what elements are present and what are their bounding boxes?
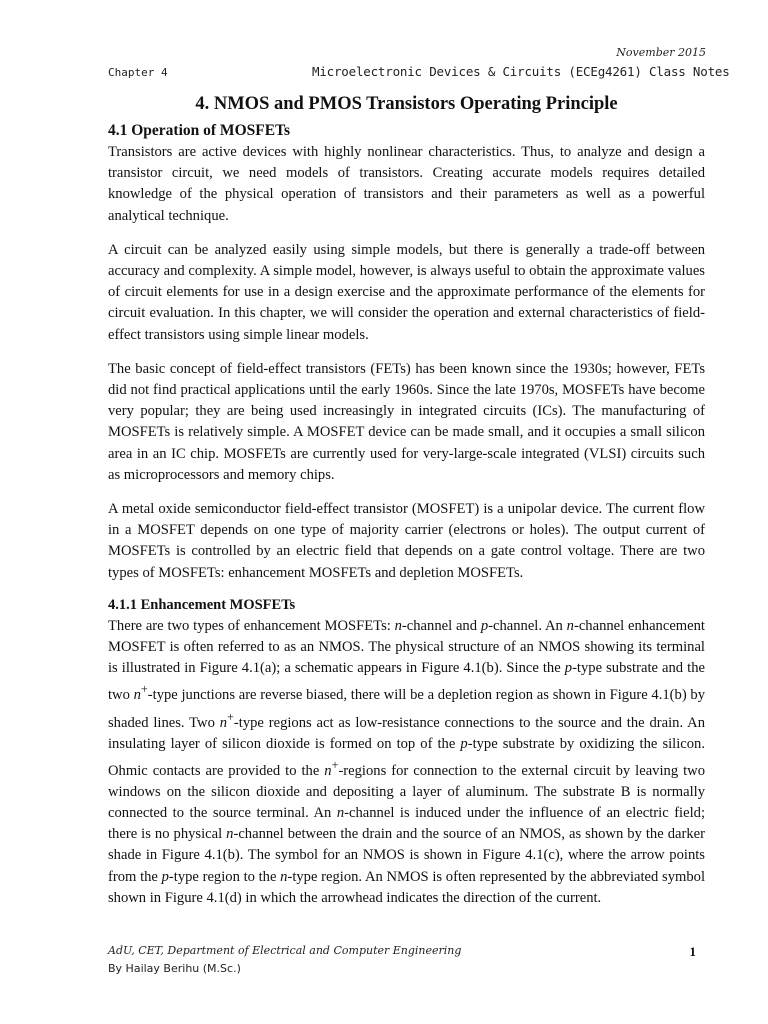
section-heading-4-1: 4.1 Operation of MOSFETs [108, 122, 290, 139]
header-date: November 2015 [616, 46, 706, 59]
paragraph-3: The basic concept of field-effect transistors (FETs) has been known since the 1930s; however, FETs did not find practical applications until the early 1960s. Since the late 1970s, MOSFETs have become very popular; they are being used increasingly in integrated circuits (ICs). The manufacturing of MOSFETs is relatively simple. A MOSFET device can be made small, and it occupies a small silicon area in an IC chip. MOSFETs are currently used for very-large-scale integrated (VLSI) circuits such as microprocessors and memory chips. [108, 360, 705, 483]
header-chapter: Chapter 4 [108, 66, 168, 79]
page-number: 1 [689, 944, 696, 959]
header-course-title: Microelectronic Devices & Circuits (ECEg4261) Class Notes [312, 64, 730, 79]
paragraph-2: A circuit can be analyzed easily using simple models, but there is generally a trade-off between accuracy and complexity. A simple model, however, is always useful to obtain the approximate values of circuit elements for use in a design exercise and the approximate performance of the elements for circuit evaluation. In this chapter, we will consider the operation and external characteristics of field-effect transistors using simple linear models. [108, 241, 705, 343]
section-heading-4-1-1: 4.1.1 Enhancement MOSFETs [108, 596, 296, 613]
paragraph-4: A metal oxide semiconductor field-effect transistor (MOSFET) is a unipolar device. The current flow in a MOSFET depends on one type of majority carrier (electrons or holes). The output current of MOSFETs is controlled by an electric field that depends on a gate control voltage. There are two types of MOSFETs: enhancement MOSFETs and depletion MOSFETs. [108, 501, 705, 581]
page-body [108, 92, 705, 922]
paragraph-1: Transistors are active devices with highly nonlinear characteristics. Thus, to analyze and design a transistor circuit, we need models of transistors. Creating accurate models requires detailed knowledge of the physical operation of transistors and their parameters as well as a powerful analytical technique. [108, 144, 705, 224]
footer-author: By Hailay Berihu (M.Sc.) [108, 962, 241, 975]
paragraph-5: There are two types of enhancement MOSFETs: n-channel and p-channel. An n-channel enhancement MOSFET is often referred to as an NMOS. The physical structure of an NMOS showing its terminal is illustrated in Figure 4.1(a); a schematic appears in Figure 4.1(b). Since the p-type substrate and the two n+-type junctions are reverse biased, there will be a depletion region as shown in Figure 4.1(b) by shaded lines. Two n+-type regions act as low-resistance connections to the source and the drain. An insulating layer of silicon dioxide is formed on top of the p-type substrate by oxidizing the silicon. Ohmic contacts are provided to the n+-regions for connection to the external circuit by leaving two windows on the silicon dioxide and depositing a layer of aluminum. The substrate B is normally connected to the source terminal. An n-channel is induced under the influence of an electric field; there is no physical n-channel between the drain and the source of an NMOS, as shown by the darker shade in Figure 4.1(b). The symbol for an NMOS is shown in Figure 4.1(c), where the arrow points from the p-type region to the n-type region. An NMOS is often represented by the abbreviated symbol shown in Figure 4.1(d) in which the arrowhead indicates the direction of the current. [108, 617, 706, 906]
footer-department: AdU, CET, Department of Electrical and Computer Engineering [108, 944, 462, 957]
chapter-title: 4. NMOS and PMOS Transistors Operating Principle [195, 94, 618, 114]
